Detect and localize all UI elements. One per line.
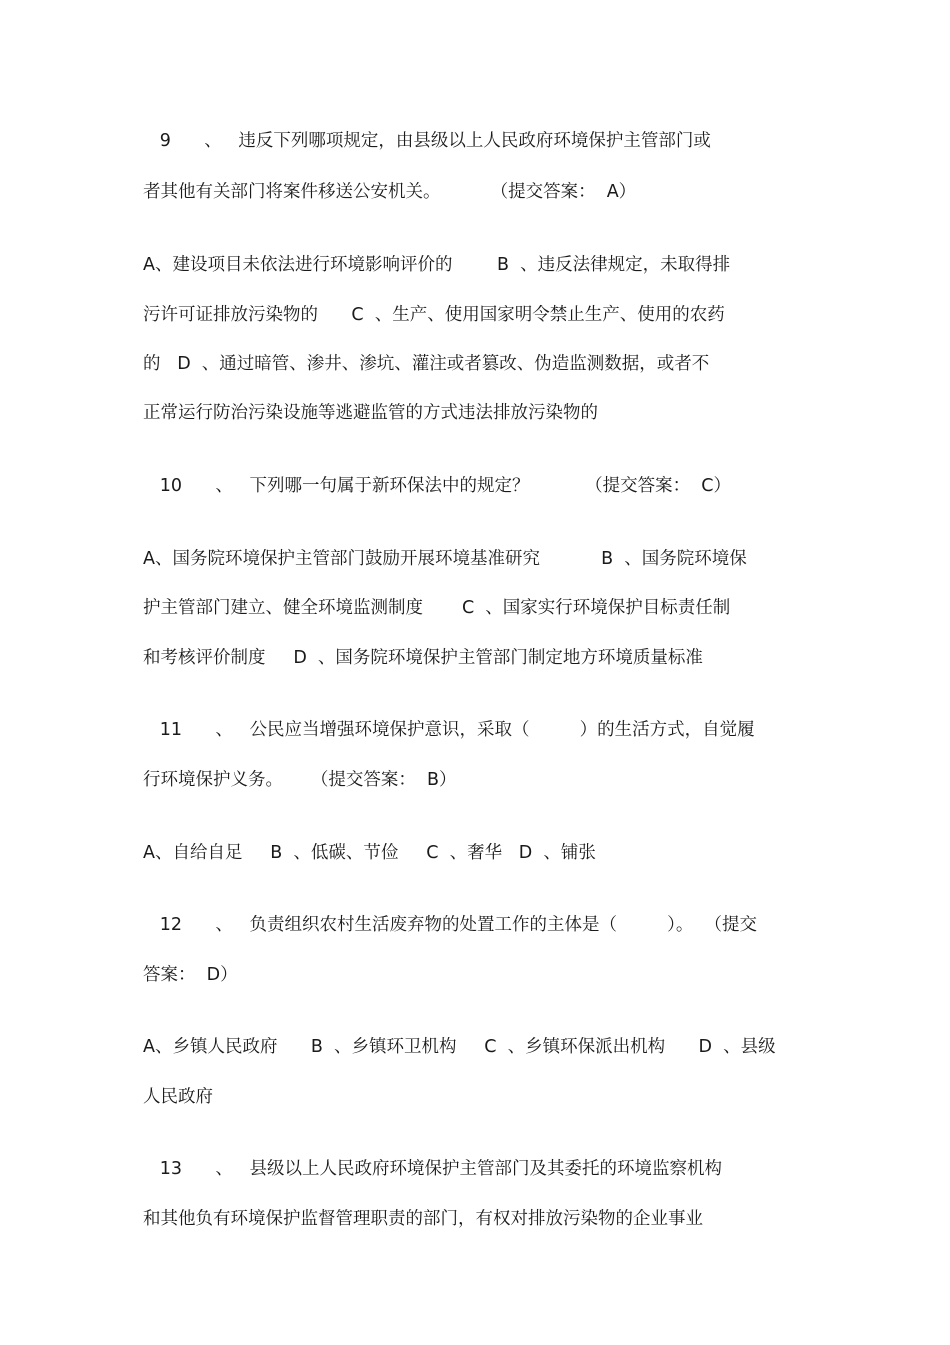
q10-options-3: 和考核评价制度 D 、国务院环境保护主管部门制定地方环境质量标准: [143, 648, 703, 668]
q11-options: A、自给自足 B 、低碳、节俭 C 、奢华 D 、铺张: [143, 843, 596, 863]
q13-line-1: 13 、 县级以上人民政府环境保护主管部门及其委托的环境监察机构: [143, 1159, 723, 1179]
q13-line-2: 和其他负有环境保护监督管理职责的部门，有权对排放污染物的企业事业: [143, 1209, 703, 1229]
q9-options-4: 正常运行防治污染设施等逃避监管的方式违法排放污染物的: [143, 403, 598, 423]
q11-line-2: 行环境保护义务。 （提交答案： B）: [143, 770, 457, 790]
q12-line-1: 12 、 负责组织农村生活废弃物的处置工作的主体是（ ）。 （提交: [143, 915, 757, 935]
q9-options-2: 污许可证排放污染物的 C 、生产、使用国家明令禁止生产、使用的农药: [143, 305, 725, 325]
q12-options-2: 人民政府: [143, 1087, 213, 1107]
q9-line-2: 者其他有关部门将案件移送公安机关。 （提交答案： A）: [143, 182, 637, 202]
q12-line-2: 答案： D）: [143, 965, 238, 985]
q12-options-1: A、乡镇人民政府 B 、乡镇环卫机构 C 、乡镇环保派出机构 D 、县级: [143, 1037, 776, 1057]
q9-options-1: A、建设项目未依法进行环境影响评价的 B 、违反法律规定，未取得排: [143, 255, 731, 275]
q11-line-1: 11 、 公民应当增强环境保护意识，采取（ ）的生活方式，自觉履: [143, 720, 755, 740]
q9-line-1: 9 、 违反下列哪项规定，由县级以上人民政府环境保护主管部门或: [143, 131, 711, 151]
q9-options-3: 的 D 、通过暗管、渗井、渗坑、灌注或者篡改、伪造监测数据，或者不: [143, 354, 710, 374]
q10-options-2: 护主管部门建立、健全环境监测制度 C 、国家实行环境保护目标责任制: [143, 598, 731, 618]
q10-options-1: A、国务院环境保护主管部门鼓励开展环境基准研究 B 、国务院环境保: [143, 549, 747, 569]
q10-line-1: 10 、 下列哪一句属于新环保法中的规定？ （提交答案： C）: [143, 476, 731, 496]
